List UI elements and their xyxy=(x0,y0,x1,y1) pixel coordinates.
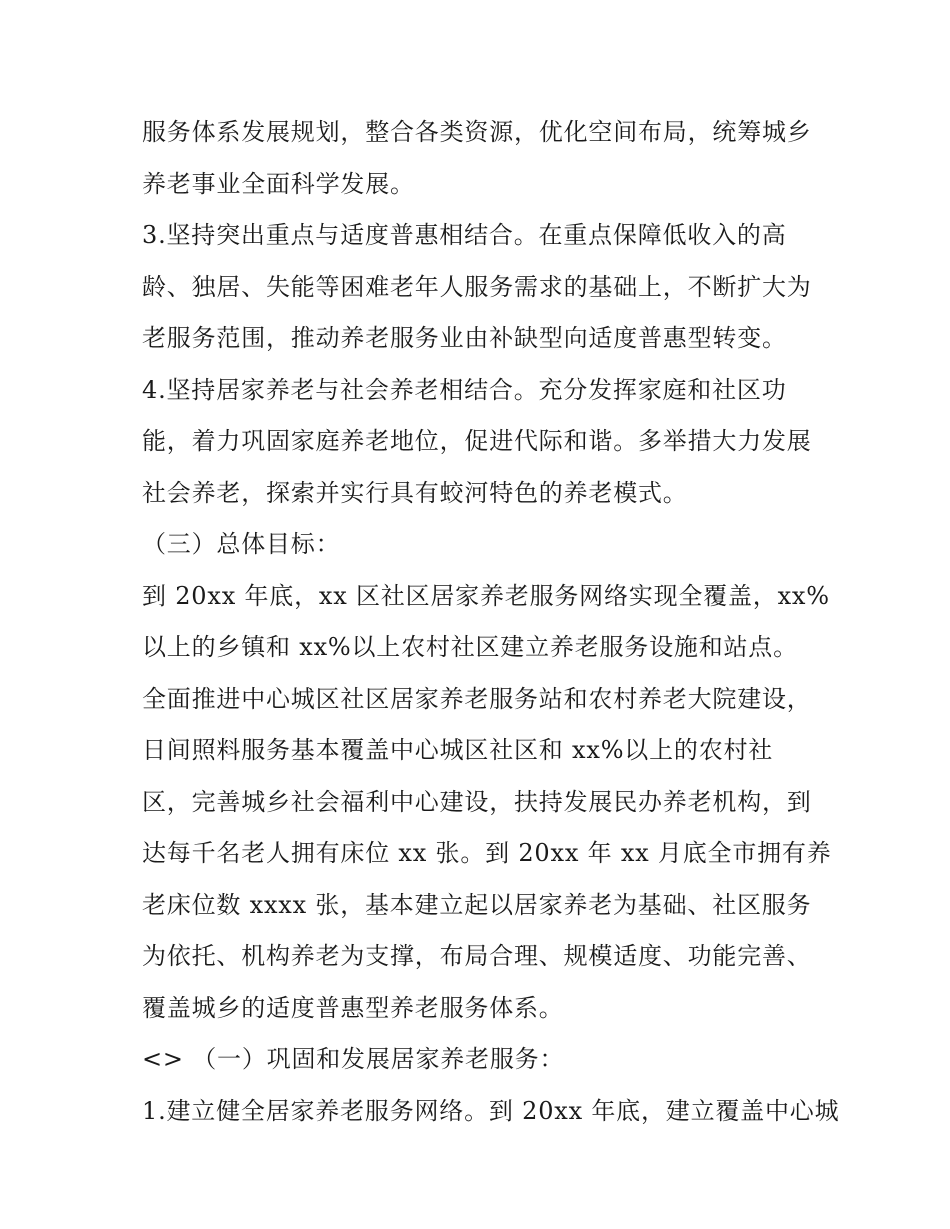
paragraph-line-15: 达每千名老人拥有床位 xx 张。到 20xx 年 xx 月底全市拥有养 xyxy=(142,839,832,867)
paragraph-line-13: 日间照料服务基本覆盖中心城区社区和 xx%以上的农村社 xyxy=(142,736,774,764)
paragraph-line-17: 为依托、机构养老为支撑，布局合理、规模适度、功能完善、 xyxy=(142,942,812,970)
paragraph-line-18: 覆盖城乡的适度普惠型养老服务体系。 xyxy=(142,993,564,1022)
paragraph-line-6: 4.坚持居家养老与社会养老相结合。充分发挥家庭和社区功 xyxy=(142,375,787,404)
section-heading-home-care: <> （一）巩固和发展居家养老服务： xyxy=(142,1045,565,1073)
paragraph-line-3: 3.坚持突出重点与适度普惠相结合。在重点保障低收入的高 xyxy=(142,221,787,249)
document-body xyxy=(142,107,840,1137)
paragraph-line-1: 服务体系发展规划，整合各类资源，优化空间布局，统筹城乡 xyxy=(142,118,812,146)
paragraph-line-14: 区，完善城乡社会福利中心建设，扶持发展民办养老机构，到 xyxy=(142,787,812,816)
paragraph-line-7: 能，着力巩固家庭养老地位，促进代际和谐。多举措大力发展 xyxy=(142,427,812,455)
paragraph-line-2: 养老事业全面科学发展。 xyxy=(142,169,415,198)
section-heading-overall-goals: （三）总体目标： xyxy=(142,530,341,558)
paragraph-line-20: 1.建立健全居家养老服务网络。到 20xx 年底，建立覆盖中心城 xyxy=(142,1096,840,1125)
paragraph-line-4: 龄、独居、失能等困难老年人服务需求的基础上，不断扩大为 xyxy=(142,272,812,301)
paragraph-line-11: 以上的乡镇和 xx%以上农村社区建立养老服务设施和站点。 xyxy=(142,633,798,661)
paragraph-line-5: 老服务范围，推动养老服务业由补缺型向适度普惠型转变。 xyxy=(142,324,787,352)
paragraph-line-10: 到 20xx 年底，xx 区社区居家养老服务网络实现全覆盖，xx% xyxy=(142,581,830,610)
paragraph-line-8: 社会养老，探索并实行具有蛟河特色的养老模式。 xyxy=(142,478,688,507)
paragraph-line-16: 老床位数 xxxx 张，基本建立起以居家养老为基础、社区服务 xyxy=(142,890,812,919)
paragraph-line-12: 全面推进中心城区社区居家养老服务站和农村养老大院建设， xyxy=(142,684,812,713)
